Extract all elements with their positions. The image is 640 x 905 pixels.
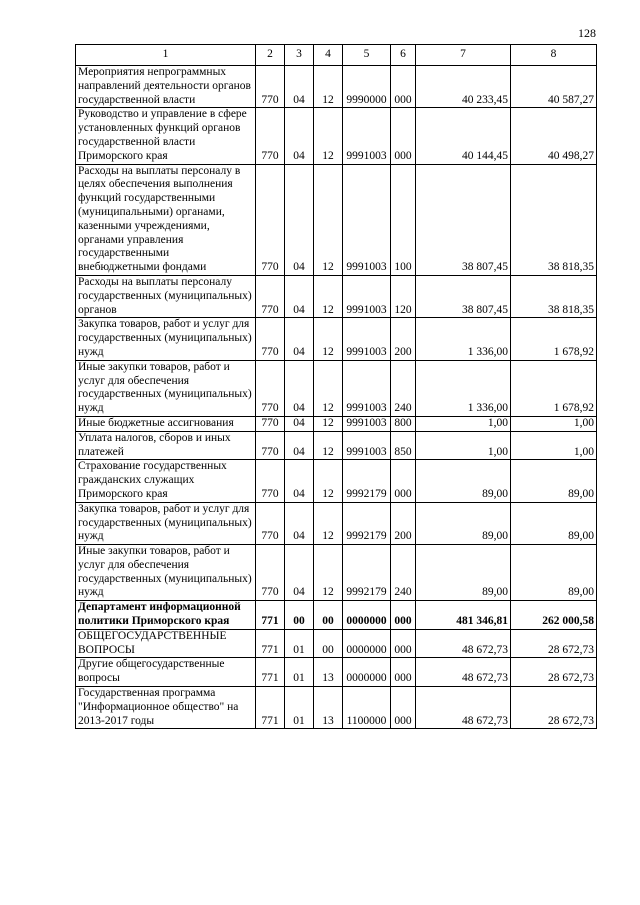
- admin-code-cell: 771: [256, 629, 285, 658]
- amount-year2-cell: 28 672,73: [511, 687, 597, 729]
- amount-year2-cell: 38 818,35: [511, 275, 597, 317]
- row-name-cell: Уплата налогов, сборов и иных платежей: [76, 431, 256, 460]
- table-row: [76, 601, 597, 630]
- row-name-cell: Расходы на выплаты персоналу в целях обеспечения выполнения функций государственными (муниципальными) органами, казенными учреждениями, органами управления государственными внебюджетными фондами: [76, 164, 256, 275]
- section-cell: 04: [285, 431, 314, 460]
- expense-type-cell: 000: [391, 66, 416, 108]
- column-header: 2: [256, 45, 285, 66]
- row-name-cell: Иные закупки товаров, работ и услуг для обеспечения государственных (муниципальных) нужд: [76, 360, 256, 416]
- target-article-cell: 0000000: [343, 629, 391, 658]
- section-cell: 01: [285, 629, 314, 658]
- target-article-cell: 9991003: [343, 431, 391, 460]
- amount-year2-cell: 89,00: [511, 545, 597, 601]
- table-row: [76, 66, 597, 108]
- amount-year2-cell: 1 678,92: [511, 360, 597, 416]
- amount-year2-cell: 1,00: [511, 416, 597, 431]
- section-cell: 04: [285, 66, 314, 108]
- admin-code-cell: 770: [256, 545, 285, 601]
- column-header: 7: [416, 45, 511, 66]
- target-article-cell: 9991003: [343, 416, 391, 431]
- section-cell: 04: [285, 360, 314, 416]
- admin-code-cell: 770: [256, 416, 285, 431]
- target-article-cell: 9992179: [343, 460, 391, 502]
- amount-year1-cell: 40 233,45: [416, 66, 511, 108]
- subsection-cell: 12: [314, 164, 343, 275]
- column-header: 8: [511, 45, 597, 66]
- table-row: [76, 545, 597, 601]
- expense-type-cell: 850: [391, 431, 416, 460]
- row-name-cell: Руководство и управление в сфере установленных функций органов государственной власти Приморского края: [76, 108, 256, 164]
- target-article-cell: 9991003: [343, 318, 391, 360]
- amount-year2-cell: 262 000,58: [511, 601, 597, 630]
- target-article-cell: 9991003: [343, 164, 391, 275]
- target-article-cell: 9991003: [343, 275, 391, 317]
- section-cell: 04: [285, 502, 314, 544]
- section-cell: 01: [285, 658, 314, 687]
- section-cell: 04: [285, 318, 314, 360]
- column-header: 6: [391, 45, 416, 66]
- table-row: [76, 275, 597, 317]
- amount-year2-cell: 1 678,92: [511, 318, 597, 360]
- subsection-cell: 12: [314, 275, 343, 317]
- section-cell: 04: [285, 545, 314, 601]
- expense-type-cell: 800: [391, 416, 416, 431]
- admin-code-cell: 770: [256, 108, 285, 164]
- table-row: [76, 629, 597, 658]
- admin-code-cell: 770: [256, 164, 285, 275]
- column-header: 4: [314, 45, 343, 66]
- admin-code-cell: 770: [256, 318, 285, 360]
- header-row: [76, 45, 597, 66]
- table-row: [76, 502, 597, 544]
- admin-code-cell: 770: [256, 275, 285, 317]
- expense-type-cell: 000: [391, 629, 416, 658]
- expense-type-cell: 100: [391, 164, 416, 275]
- expense-type-cell: 120: [391, 275, 416, 317]
- table-row: [76, 460, 597, 502]
- row-name-cell: Мероприятия непрограммных направлений деятельности органов государственной власти: [76, 66, 256, 108]
- subsection-cell: 12: [314, 431, 343, 460]
- admin-code-cell: 771: [256, 687, 285, 729]
- target-article-cell: 9990000: [343, 66, 391, 108]
- page-number: 128: [578, 26, 596, 40]
- target-article-cell: 9991003: [343, 360, 391, 416]
- admin-code-cell: 770: [256, 360, 285, 416]
- subsection-cell: 12: [314, 318, 343, 360]
- table-row: [76, 360, 597, 416]
- target-article-cell: 9992179: [343, 502, 391, 544]
- row-name-cell: Страхование государственных гражданских служащих Приморского края: [76, 460, 256, 502]
- subsection-cell: 13: [314, 658, 343, 687]
- amount-year2-cell: 28 672,73: [511, 658, 597, 687]
- expense-type-cell: 200: [391, 502, 416, 544]
- subsection-cell: 12: [314, 460, 343, 502]
- admin-code-cell: 771: [256, 658, 285, 687]
- section-cell: 04: [285, 164, 314, 275]
- admin-code-cell: 770: [256, 431, 285, 460]
- amount-year1-cell: 481 346,81: [416, 601, 511, 630]
- amount-year1-cell: 40 144,45: [416, 108, 511, 164]
- table-row: [76, 108, 597, 164]
- row-name-cell: Иные бюджетные ассигнования: [76, 416, 256, 431]
- subsection-cell: 12: [314, 108, 343, 164]
- amount-year1-cell: 1 336,00: [416, 318, 511, 360]
- section-cell: 04: [285, 416, 314, 431]
- amount-year2-cell: 89,00: [511, 460, 597, 502]
- expense-type-cell: 000: [391, 108, 416, 164]
- section-cell: 01: [285, 687, 314, 729]
- section-cell: 04: [285, 275, 314, 317]
- amount-year2-cell: 89,00: [511, 502, 597, 544]
- admin-code-cell: 770: [256, 66, 285, 108]
- column-header: 1: [76, 45, 256, 66]
- amount-year2-cell: 40 498,27: [511, 108, 597, 164]
- table-row: [76, 431, 597, 460]
- amount-year1-cell: 1,00: [416, 431, 511, 460]
- amount-year2-cell: 38 818,35: [511, 164, 597, 275]
- expense-type-cell: 200: [391, 318, 416, 360]
- row-name-cell: Департамент информационной политики Приморского края: [76, 601, 256, 630]
- amount-year1-cell: 89,00: [416, 545, 511, 601]
- target-article-cell: 9992179: [343, 545, 391, 601]
- amount-year1-cell: 1 336,00: [416, 360, 511, 416]
- row-name-cell: Иные закупки товаров, работ и услуг для обеспечения государственных (муниципальных) нужд: [76, 545, 256, 601]
- expense-type-cell: 240: [391, 360, 416, 416]
- subsection-cell: 00: [314, 601, 343, 630]
- row-name-cell: Закупка товаров, работ и услуг для государственных (муниципальных) нужд: [76, 318, 256, 360]
- admin-code-cell: 770: [256, 502, 285, 544]
- budget-table: [75, 44, 597, 729]
- row-name-cell: Расходы на выплаты персоналу государственных (муниципальных) органов: [76, 275, 256, 317]
- table-row: [76, 416, 597, 431]
- admin-code-cell: 771: [256, 601, 285, 630]
- subsection-cell: 12: [314, 66, 343, 108]
- row-name-cell: Закупка товаров, работ и услуг для государственных (муниципальных) нужд: [76, 502, 256, 544]
- target-article-cell: 9991003: [343, 108, 391, 164]
- amount-year1-cell: 48 672,73: [416, 629, 511, 658]
- subsection-cell: 12: [314, 502, 343, 544]
- section-cell: 00: [285, 601, 314, 630]
- expense-type-cell: 240: [391, 545, 416, 601]
- subsection-cell: 12: [314, 416, 343, 431]
- subsection-cell: 13: [314, 687, 343, 729]
- expense-type-cell: 000: [391, 460, 416, 502]
- table-row: [76, 164, 597, 275]
- target-article-cell: 0000000: [343, 601, 391, 630]
- section-cell: 04: [285, 108, 314, 164]
- section-cell: 04: [285, 460, 314, 502]
- column-header: 3: [285, 45, 314, 66]
- expense-type-cell: 000: [391, 601, 416, 630]
- row-name-cell: Другие общегосударственные вопросы: [76, 658, 256, 687]
- expense-type-cell: 000: [391, 658, 416, 687]
- row-name-cell: Государственная программа "Информационное общество" на 2013-2017 годы: [76, 687, 256, 729]
- subsection-cell: 00: [314, 629, 343, 658]
- target-article-cell: 1100000: [343, 687, 391, 729]
- amount-year1-cell: 1,00: [416, 416, 511, 431]
- subsection-cell: 12: [314, 360, 343, 416]
- admin-code-cell: 770: [256, 460, 285, 502]
- table-row: [76, 658, 597, 687]
- column-header: 5: [343, 45, 391, 66]
- amount-year1-cell: 38 807,45: [416, 164, 511, 275]
- subsection-cell: 12: [314, 545, 343, 601]
- amount-year1-cell: 48 672,73: [416, 658, 511, 687]
- amount-year1-cell: 38 807,45: [416, 275, 511, 317]
- amount-year1-cell: 48 672,73: [416, 687, 511, 729]
- expense-type-cell: 000: [391, 687, 416, 729]
- amount-year1-cell: 89,00: [416, 460, 511, 502]
- amount-year1-cell: 89,00: [416, 502, 511, 544]
- target-article-cell: 0000000: [343, 658, 391, 687]
- amount-year2-cell: 28 672,73: [511, 629, 597, 658]
- amount-year2-cell: 40 587,27: [511, 66, 597, 108]
- table-body: [76, 66, 597, 729]
- row-name-cell: ОБЩЕГОСУДАРСТВЕННЫЕ ВОПРОСЫ: [76, 629, 256, 658]
- table-row: [76, 687, 597, 729]
- table-row: [76, 318, 597, 360]
- amount-year2-cell: 1,00: [511, 431, 597, 460]
